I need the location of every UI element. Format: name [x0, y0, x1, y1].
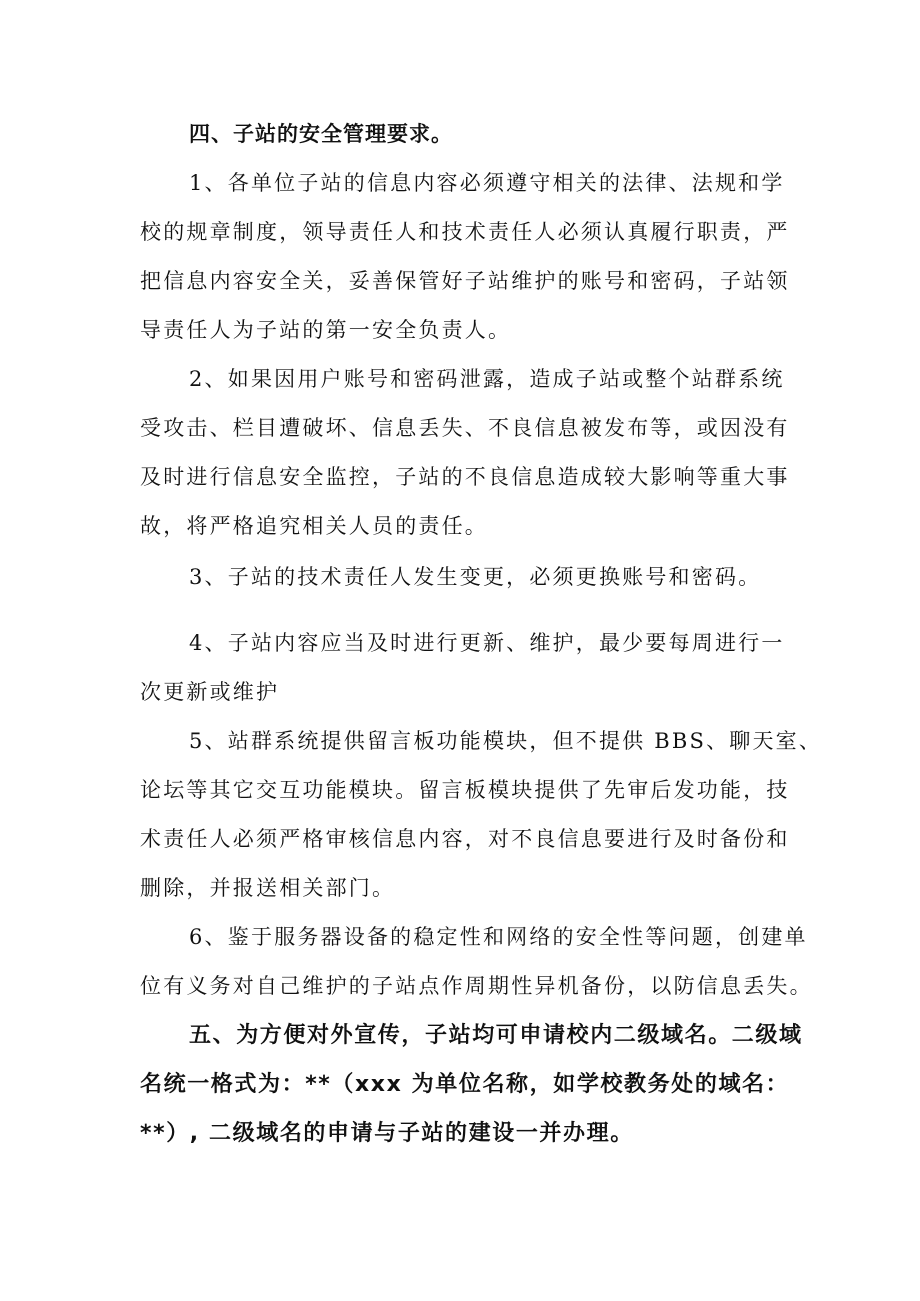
section-5-line-3: **）, 二级域名的申请与子站的建设一并办理。	[140, 1121, 634, 1146]
item-6-line-2: 位有义务对自己维护的子站点作周期性异机备份，以防信息丢失。	[140, 974, 813, 998]
section-5-line-2: 名统一格式为：**（xxx 为单位名称，如学校教务处的域名：	[140, 1072, 790, 1097]
item-1-line-4: 导责任人为子站的第一安全负责人。	[140, 318, 512, 342]
item-5-line-3: 术责任人必须严格审核信息内容，对不良信息要进行及时备份和	[140, 827, 790, 851]
item-1-line-2: 校的规章制度，领导责任人和技术责任人必须认真履行职责，严	[140, 220, 790, 244]
item-2-line-1: 2、如果因用户账号和密码泄露，造成子站或整个站群系统	[189, 367, 785, 391]
item-2-line-4: 故，将严格追究相关人员的责任。	[140, 514, 488, 538]
item-1-line-3: 把信息内容安全关，妥善保管好子站维护的账号和密码，子站领	[140, 269, 790, 293]
item-2-line-2: 受攻击、栏目遭破坏、信息丢失、不良信息被发布等，或因没有	[140, 416, 790, 440]
item-5-line-1: 5、站群系统提供留言板功能模块，但不提供 BBS、聊天室、	[189, 729, 823, 753]
item-3-line-1: 3、子站的技术责任人发生变更，必须更换账号和密码。	[189, 565, 762, 589]
item-1-line-1: 1、各单位子站的信息内容必须遵守相关的法律、法规和学	[189, 171, 785, 195]
section-4-title: 四、子站的安全管理要求。	[189, 122, 453, 146]
item-5-line-4: 删除，并报送相关部门。	[140, 876, 396, 900]
item-2-line-3: 及时进行信息安全监控，子站的不良信息造成较大影响等重大事	[140, 465, 790, 489]
item-4-line-1: 4、子站内容应当及时进行更新、维护，最少要每周进行一	[189, 631, 785, 655]
item-6-line-1: 6、鉴于服务器设备的稳定性和网络的安全性等问题，创建单	[189, 925, 808, 949]
section-5-line-1: 五、为方便对外宣传，子站均可申请校内二级域名。二级域	[189, 1023, 803, 1048]
item-4-line-2: 次更新或维护	[140, 680, 280, 704]
item-5-line-2: 论坛等其它交互功能模块。留言板模块提供了先审后发功能，技	[140, 778, 790, 802]
